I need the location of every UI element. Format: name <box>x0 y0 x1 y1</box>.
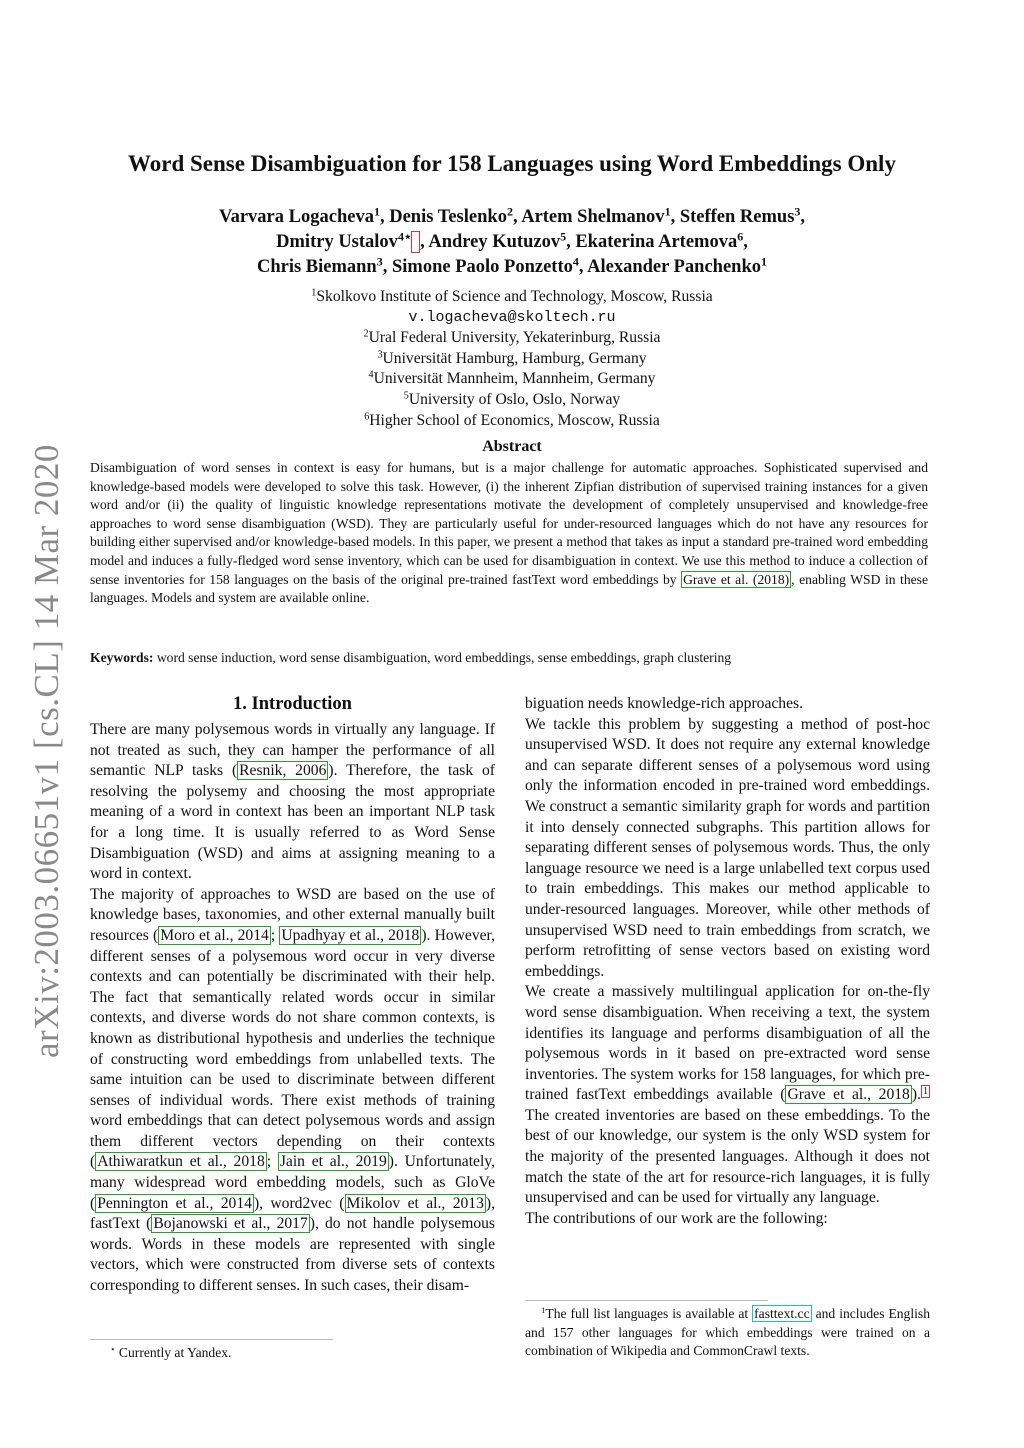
author-affil-mark: 2 <box>506 204 513 219</box>
footnote-mark: 1 <box>541 1305 546 1316</box>
keywords-label: Keywords: <box>90 650 154 665</box>
affiliation <box>90 369 934 390</box>
paragraph: The contributions of our work are the following: <box>525 1209 828 1227</box>
arxiv-identifier: arXiv:2003.06651v1 [cs.CL] 14 Mar 2020 <box>27 444 66 1058</box>
footnote-mark: ⋆ <box>110 1344 116 1355</box>
affiliation-mark: 3 <box>377 349 383 361</box>
url-link[interactable]: fasttext.cc <box>754 1306 810 1321</box>
author-affil-mark: 4⋆ <box>397 229 412 244</box>
keywords-text: word sense induction, word sense disambiguation, word embeddings, sense embeddings, graph clustering <box>153 650 732 665</box>
paragraph-text: ; <box>266 1153 278 1171</box>
affiliation-text: Higher School of Economics, Moscow, Russia <box>369 411 660 429</box>
paragraph-text: ), do not handle polysemous words. Words in these models are represented with single vectors, which were constructed from diverse sets of contexts corresponding to different senses. In such cases, their disam- <box>90 1215 496 1295</box>
author-affil-mark: 3 <box>794 204 801 219</box>
footnote-link[interactable]: 1 <box>922 1085 928 1097</box>
abstract-heading: Abstract <box>482 438 542 455</box>
citation-link[interactable]: Mikolov et al., 2013 <box>346 1194 484 1212</box>
author-affil-mark: 1 <box>373 204 380 219</box>
paragraph <box>90 885 495 1297</box>
author-affil-mark: 6 <box>737 229 744 244</box>
author-affil-mark: 5 <box>560 229 567 244</box>
author-name: Andrey Kutuzov <box>428 232 561 252</box>
citation-link[interactable]: Resnik, 2006 <box>239 762 327 780</box>
citation-link[interactable]: Moro et al., 2014 <box>160 926 269 944</box>
citation-link[interactable]: Bojanowski et al., 2017 <box>153 1215 308 1233</box>
author-name: Artem Shelmanov <box>521 207 665 227</box>
affiliation <box>90 390 934 411</box>
footnote-rule <box>525 1300 768 1301</box>
section-heading: 1. Introduction <box>233 694 352 714</box>
affiliation-mark: 1 <box>311 287 317 299</box>
contact-email: v.logacheva@skoltech.ru <box>408 308 616 326</box>
author-name: Denis Teslenko <box>389 207 507 227</box>
author-affil-mark: 3 <box>376 254 383 269</box>
citation-link[interactable]: Pennington et al., 2014 <box>97 1194 252 1212</box>
affiliation <box>90 349 934 370</box>
paragraph: We tackle this problem by suggesting a method of post-hoc unsupervised WSD. It does not require any external knowledge and can separate different senses of a polysemous word using only the information encoded in pre-trained word embeddings. We construct a semantic similarity graph for words and partition it into densely connected subgraphs. This partition allows for separating different senses of polysemous words. Thus, the only language resource we need is a large unlabelled text corpus used to train embeddings. This makes our method applicable to under-resourced languages. Moreover, while other methods of unsupervised WSD need to train embeddings from scratch, we perform retrofitting of sense vectors based on existing word embeddings. <box>525 715 930 980</box>
author-name: Varvara Logacheva <box>218 207 374 227</box>
paragraph <box>90 720 495 885</box>
footnote-text: The full list languages is available at <box>545 1306 753 1321</box>
paragraph-text: We create a massively multilingual application for on-the-fly word sense disambiguation. When receiving a text, the system identifies its language and performs disambiguation of all the polysemous words in it based on pre-extracted word sense inventories. The system works for 158 languages, for which pre-trained fastText embeddings available ( <box>525 983 930 1104</box>
footnote-text: and includes English and 157 other languages for which embeddings were trained on a combination of Wikipedia and CommonCrawl texts. <box>525 1306 930 1359</box>
abstract-text: Disambiguation of word senses in context is easy for humans, but is a major challenge for automatic approaches. Sophisticated supervised and knowledge-based models were developed to solve this task. However, (i) the inherent Zipfian distribution of supervised training instances for a given word and/or (ii) the quality of linguistic knowledge representations motivate the development of completely unsupervised and knowledge-free approaches to word sense disambiguation (WSD). They are particularly useful for under-resourced languages which do not have any resources for building either supervised and/or knowledge-based models. In this paper, we present a method that takes as input a standard pre-trained word embedding model and induces a fully-fledged word sense inventory, which can be used for disambiguation in context. We use this method to induce a collection of sense inventories for 158 languages on the basis of the original pre-trained fastText word embeddings by <box>90 460 928 587</box>
author-name: Ekaterina Artemova <box>575 232 738 252</box>
footnote <box>110 1344 231 1362</box>
affiliation <box>90 411 934 432</box>
paper-title: Word Sense Disambiguation for 158 Languages using Word Embeddings Only <box>128 151 896 176</box>
affiliation <box>90 328 934 349</box>
affiliation-text: Ural Federal University, Yekaterinburg, Russia <box>368 329 661 347</box>
footnote <box>525 1305 930 1361</box>
paragraph-text: ). Therefore, the task of resolving the polysemy and choosing the most appropriate meaning of a word in context has been an important NLP task for a long time. It is usually referred to as Word Sense Disambiguation (WSD) and aims at assigning meaning to a word in context. <box>90 762 495 883</box>
paragraph-text: ). However, different senses of a polysemous word occur in very diverse contexts and can potentially be discriminated with their help. The fact that semantically related words occur in similar contexts, and diverse words do not share common contexts, is known as distributional hypothesis and underlies the technique of constructing word embeddings from unlabelled texts. The same intuition can be used to discriminate between different senses of individual words. There exist methods of training word embeddings that can detect polysemous words and assign them different vectors depending on their contexts ( <box>90 926 496 1171</box>
author-name: Dmitry Ustalov <box>276 232 398 252</box>
paragraph-text: ), fastText ( <box>90 1194 495 1233</box>
affiliation-mark: 6 <box>364 411 370 422</box>
author-affil-mark: 4 <box>572 254 579 269</box>
author-name: Steffen Remus <box>679 207 795 227</box>
abstract-text: , enabling WSD in these languages. Models and system are available online. <box>90 571 928 606</box>
affiliation-text: University of Oslo, Oslo, Norway <box>408 390 621 408</box>
affiliation-mark: 2 <box>363 328 369 340</box>
paragraph: biguation needs knowledge-rich approaches. <box>525 695 803 712</box>
left-column <box>90 692 495 1297</box>
paragraph-text: ), word2vec ( <box>253 1194 345 1212</box>
abstract-body <box>90 459 928 608</box>
author-affil-mark: 1 <box>761 254 768 269</box>
author-name: Simone Paolo Ponzetto <box>392 257 573 277</box>
affiliation-text: Universität Hamburg, Hamburg, Germany <box>382 349 647 367</box>
affiliation-text: Universität Mannheim, Mannheim, Germany <box>373 370 656 388</box>
citation-link[interactable]: Jain et al., 2019 <box>279 1153 387 1171</box>
affiliation-mark: 5 <box>403 390 409 402</box>
citation-link[interactable]: Athiwaratkun et al., 2018 <box>97 1153 265 1171</box>
affiliation <box>90 287 934 308</box>
paragraph-text: The created inventories are based on these embeddings. To the best of our knowledge, our system is the only WSD system for the majority of the presented languages. Although it does not match the state of the art for resource-rich languages, it is fully unsupervised and can be used for virtually any language. <box>525 1106 930 1207</box>
paragraph-text: ; <box>270 926 280 944</box>
paragraph <box>525 982 930 1209</box>
footnote-marker-link[interactable] <box>411 231 420 253</box>
paragraph-text: ). Unfortunately, many widespread word embedding models, such as GloVe ( <box>90 1153 495 1212</box>
right-column <box>525 694 930 1229</box>
footnote-text: Currently at Yandex. <box>115 1345 232 1360</box>
footnote-rule <box>90 1339 333 1340</box>
paragraph-text: The majority of approaches to WSD are based on the use of knowledge bases, taxonomies, and other external manually built resources ( <box>90 885 495 944</box>
citation-link[interactable]: Upadhyay et al., 2018 <box>281 926 420 944</box>
affiliation-list <box>90 287 934 431</box>
affiliation-text: Skolkovo Institute of Science and Technology, Moscow, Russia <box>316 288 713 305</box>
paragraph-text: There are many polysemous words in virtually any language. If not treated as such, they can hamper the performance of all semantic NLP tasks ( <box>90 721 495 780</box>
keywords <box>90 649 928 667</box>
citation-link[interactable]: Grave et al. (2018) <box>683 571 790 587</box>
author-list: Varvara Logacheva$^1$, Denis Teslenko$^2$, Artem Shelmanov$^1$, Steffen Remus$^3$, Dmitry Ustalov$^{4⋆}$ , Andrey Kutuzov$^5$, Ekaterina Artemova$^6$, Chris Biemann$^3$, Simone Paolo Ponzetto$^4$, Alexander Panchenko$^1$ <box>218 204 806 277</box>
paragraph-text: ). <box>911 1086 921 1104</box>
author-name: Alexander Panchenko <box>587 257 762 277</box>
author-name: Chris Biemann <box>256 257 377 277</box>
citation-link[interactable]: Grave et al., 2018 <box>787 1086 910 1104</box>
affiliation-mark: 4 <box>368 369 374 381</box>
author-affil-mark: 1 <box>664 204 671 219</box>
